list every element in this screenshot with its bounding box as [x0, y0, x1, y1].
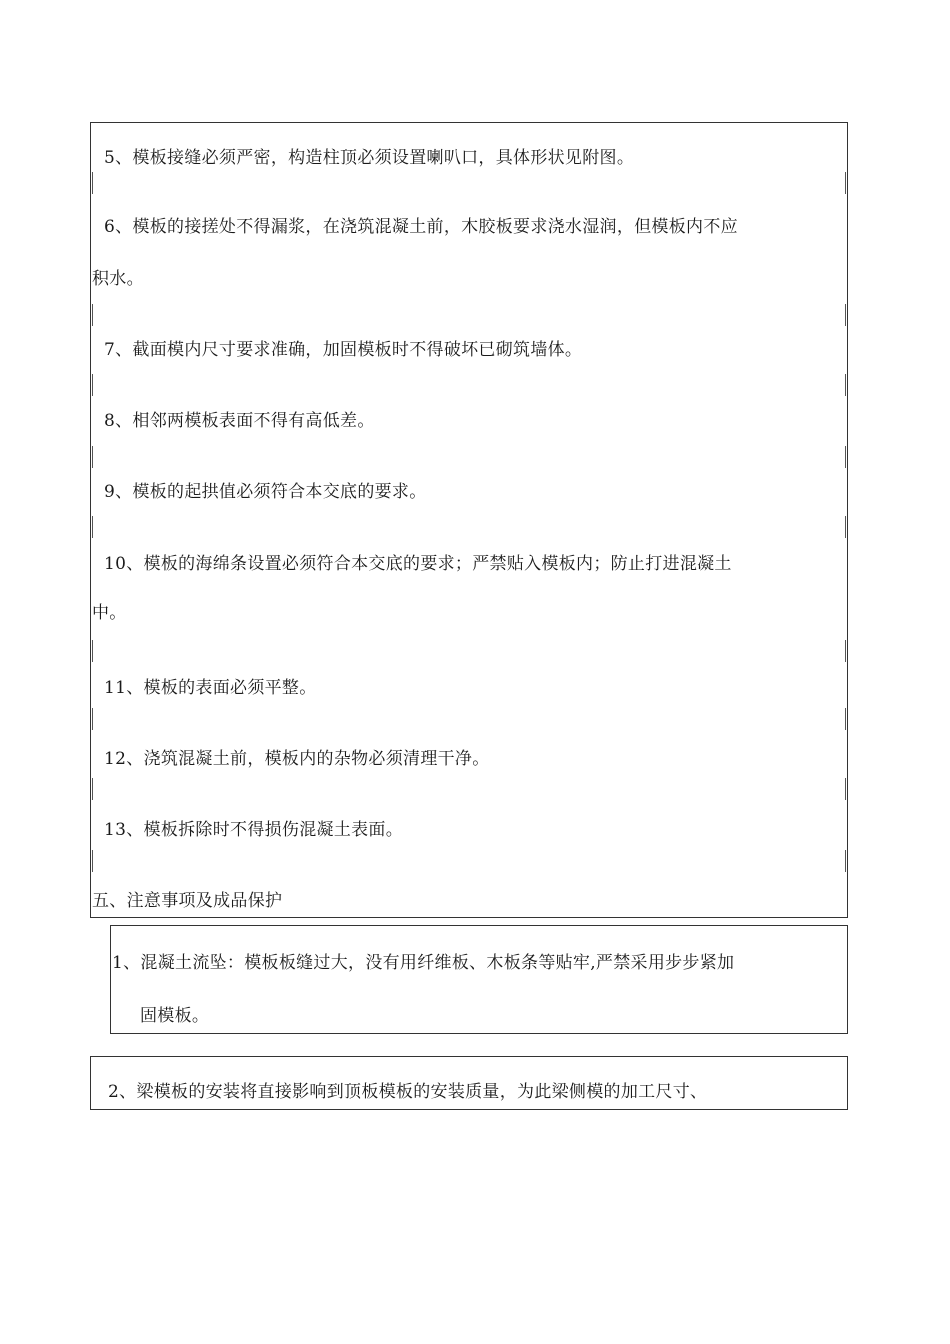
margin-tick: [92, 708, 93, 730]
list-item-continuation: 固模板。: [140, 1006, 210, 1026]
content-box-2: [110, 925, 848, 1034]
content-box-1: [90, 122, 848, 918]
list-item: 1、混凝土流坠：模板板缝过大，没有用纤维板、木板条等贴牢,严禁采用步步紧加: [112, 953, 735, 973]
margin-tick: [845, 516, 846, 538]
section-heading: 五、注意事项及成品保护: [92, 891, 283, 911]
list-item: 10、模板的海绵条设置必须符合本交底的要求；严禁贴入模板内；防止打进混凝土: [104, 554, 732, 574]
list-item-continuation: 中。: [92, 603, 127, 623]
margin-tick: [92, 516, 93, 538]
list-item: 8、相邻两模板表面不得有高低差。: [104, 411, 375, 431]
margin-tick: [92, 640, 93, 662]
margin-tick: [845, 446, 846, 468]
margin-tick: [845, 304, 846, 326]
list-item: 5、模板接缝必须严密，构造柱顶必须设置喇叭口，具体形状见附图。: [104, 148, 635, 168]
margin-tick: [845, 172, 846, 194]
margin-tick: [92, 374, 93, 396]
margin-tick: [845, 850, 846, 872]
margin-tick: [845, 778, 846, 800]
margin-tick: [92, 172, 93, 194]
margin-tick: [92, 778, 93, 800]
list-item: 6、模板的接搓处不得漏浆，在浇筑混凝土前，木胶板要求浇水湿润，但模板内不应: [104, 217, 738, 237]
margin-tick: [92, 850, 93, 872]
margin-tick: [845, 708, 846, 730]
list-item: 13、模板拆除时不得损伤混凝土表面。: [104, 820, 404, 840]
margin-tick: [845, 640, 846, 662]
margin-tick: [92, 446, 93, 468]
margin-tick: [845, 374, 846, 396]
list-item: 9、模板的起拱值必须符合本交底的要求。: [104, 482, 427, 502]
list-item: 7、截面模内尺寸要求准确，加固模板时不得破坏已砌筑墙体。: [104, 340, 583, 360]
list-item: 12、浇筑混凝土前，模板内的杂物必须清理干净。: [104, 749, 490, 769]
margin-tick: [92, 304, 93, 326]
list-item-continuation: 积水。: [92, 269, 144, 289]
list-item: 2、梁模板的安装将直接影响到顶板模板的安装质量，为此梁侧模的加工尺寸、: [108, 1082, 708, 1102]
list-item: 11、模板的表面必须平整。: [104, 678, 317, 698]
